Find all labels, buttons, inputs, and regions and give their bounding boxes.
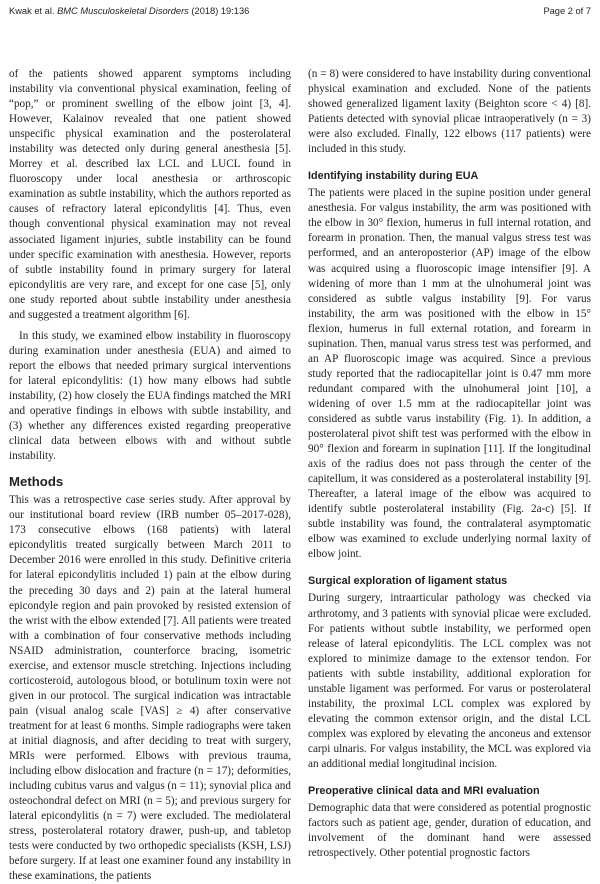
paragraph-methods: This was a retrospective case series study. After approval by our institutional board review (IRB number 05–2017-028), 173 consecutive elbows (168 patients) with lateral epicondylitis treated surgically between March 2011 to December 2016 were enrolled in this study. Definitive criteria for lateral epicondylitis included 1) pain at the elbow during the preceding 30 days and 2) pain at the lateral humeral epicondyle region and pain provoked by resisted extension of the wrist with the elbow extended [7]. All patients were treated with a combination of four conservative methods including NSAID administration, counterforce bracing, isometric exercise, and extensor muscle stretching. Injections including corticosteroid, autologous blood, or botulinum toxin were not given in our protocol. The surgical indication was intractable pain (visual analog scale [VAS] ≥ 4) after conservative treatment for at least 6 months. Simple radiographs were taken at initial diagnosis, and after deciding to treat with surgery, MRIs were performed. Elbows with previous trauma, including elbow dislocation and fracture (n = 17); deformities, including cubitus varus and valgus (n = 11); synovial plica and osteochondral defect on MRI (n = 5); and previous surgery for lateral epicondylitis (n = 7) were excluded. The mediolateral stress, posterolateral rotatory drawer, push-up, and tabletop tests were conducted by two orthopedic specialists (KSH, LSJ) before surgery. If at least one examiner found any instability in these examinations, the patients (9, 494, 291, 883)
paragraph-surgical-exploration: During surgery, intraarticular pathology was checked via arthrotomy, and 3 patients with synovial plicae were excluded. For patients without subtle instability, we performed open release of lateral epicondylitis. The LCL complex was not explored to minimize damage to the extensor tendon. For patients with subtle instability, additional exploration for unstable ligament was performed. For varus or posterolateral instability, the proximal LCL complex was explored by elevating the common extensor origin, and the distal LCL complex was explored by elevating the anconeus and extensor carpi ulnaris. For valgus instability, the MCL was explored via an additional medial longitudinal incision. (308, 592, 591, 770)
subsection-heading-eua: Identifying instability during EUA (308, 170, 479, 183)
paragraph-exclusions: (n = 8) were considered to have instability during conventional physical examination and excluded. None of the patients showed generalized ligament laxity (Beighton score < 4) [8]. Patients detected with synovial plicae intraoperatively (n = 3) were also excluded. Finally, 122 elbows (117 patients) were included in this study. (308, 68, 591, 156)
right-column (308, 67, 591, 861)
page-number: Page 2 of 7 (543, 6, 591, 16)
header-journal: BMC Musculoskeletal Disorders (57, 6, 189, 16)
paragraph-intro-continued: of the patients showed apparent symptoms including instability via conventional physical examination, feeling of “pop,” or prominent swelling of the elbow joint [3, 4]. However, Kalainov revealed that one patient showed unspecific physical examination and the posterolateral instability was detected only during general anesthesia [5]. Morrey et al. described lax LCL and LUCL found in fluoroscopy under local anesthesia or arthroscopic examination as subtle instability, which the authors reported as causes of refractory lateral epicondylitis [4]. Thus, even though conventional physical examination may not reveal associated ligament injuries, subtle instability can be found under specific examination with anesthesia. However, reports of subtle instability found in primary surgery for lateral epicondylitis are very rare, and except for one case [5], only one study reported about subtle instability under anesthesia and suggested a treatment algorithm [6]. (9, 68, 291, 321)
subsection-heading-preoperative-data: Preoperative clinical data and MRI evaluation (308, 785, 540, 798)
section-heading-methods: Methods (9, 474, 64, 490)
paragraph-study-aims: In this study, we examined elbow instability in fluoroscopy during examination under anesthesia (EUA) and aimed to report the elbows that needed primary surgical interventions for lateral epicondylitis: (1) how many elbows had subtle instability, (2) how closely the EUA findings matched the MRI and operative findings in elbows with subtle instability, and (3) whether any differences existed regarding preoperative clinical data between elbows with and without subtle instability. (9, 329, 291, 463)
header-volume: (2018) 19:136 (191, 6, 250, 16)
paragraph-preoperative-data: Demographic data that were considered as potential prognostic factors such as patient age, gender, duration of education, and involvement of the dominant hand were assessed retrospectively. Other potential prognostic factors (308, 802, 591, 860)
subsection-heading-surgical-exploration: Surgical exploration of ligament status (308, 575, 508, 588)
running-header (9, 6, 591, 16)
header-authors: Kwak et al. (9, 6, 55, 16)
left-column (9, 67, 291, 884)
header-citation (9, 6, 249, 16)
paragraph-eua: The patients were placed in the supine position under general anesthesia. For valgus instability, the arm was positioned with the elbow in 30° flexion, humerus in full internal rotation, and forearm in pronation. Then, the manual valgus stress test was performed, and an anteroposterior (AP) image of the elbow was acquired using a fluoroscopic image intensifier [9]. A widening of more than 1 mm at the ulnohumeral joint was considered as subtle valgus instability [9]. For varus instability, the arm was positioned with the elbow in 15° flexion, humerus in full external rotation, and forearm in supination. Then, manual varus stress test was performed, and an AP fluoroscopic image was acquired. Since a previous study reported that the radiocapitellar joint is 0.47 mm more redundant compared with the ulnohumeral joint [10], a widening of over 1.5 mm at the radiocapitellar joint was considered as subtle varus instability (Fig. 1). In addition, a posterolateral pivot shift test was performed with the elbow in 90° flexion and forearm in supination [11]. If the longitudinal axis of the radius does not pass through the center of the capitellum, it was considered as a posterolateral instability [9]. Thereafter, a lateral image of the elbow was acquired to identify subtle posterolateral instability (Fig. 2a-c) [5]. If subtle instability was found, the contralateral asymptomatic elbow was examined to exclude underlying normal laxity of elbow joint. (308, 187, 591, 561)
